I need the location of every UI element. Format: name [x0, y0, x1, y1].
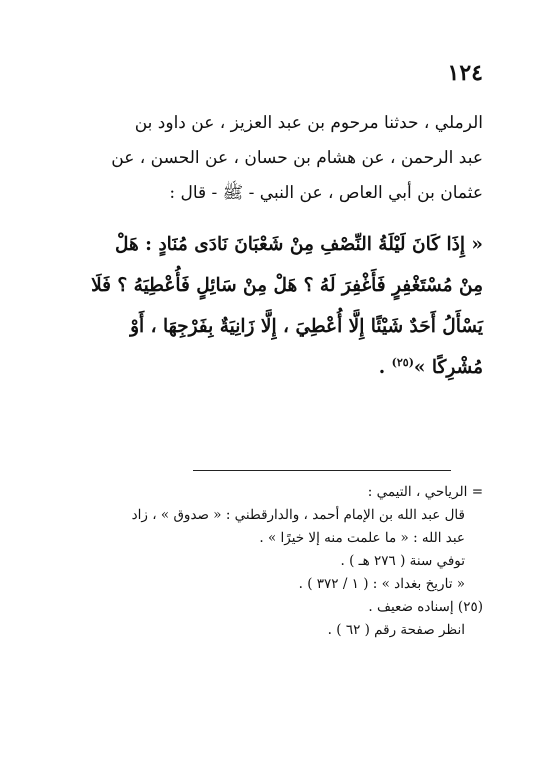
footnote-text: إسناده ضعيف . — [368, 599, 454, 615]
hadith-end-period: . — [378, 357, 392, 378]
narration-block — [40, 106, 483, 211]
footnote-line: قال عبد الله بن الإمام أحمد ، والدارقطني : « صدوق » ، زاد — [131, 507, 465, 523]
hadith-last-text: مُشْرِكًا » — [413, 357, 483, 378]
page-number: ١٢٤ — [447, 60, 483, 86]
footnote-25-line-2: انظر صفحة رقم ( ٦٢ ) . — [327, 622, 465, 638]
footnotes-block — [90, 481, 483, 642]
narration-line-3: عثمان بن أبي العاص ، عن النبي - ﷺ - قال : — [169, 183, 483, 203]
hadith-line-1: « إِذَا كَانَ لَيْلَةُ النِّصْفِ مِنْ شَعْبَانَ نَادَى مُنَادٍ : هَلْ — [114, 234, 483, 255]
continuation-marker: = — [471, 484, 483, 500]
footnote-number-25: (٢٥) — [457, 599, 483, 615]
footnote-divider — [193, 470, 451, 471]
footnote-line: « تاريخ بغداد » : ( ١ / ٣٧٢ ) . — [298, 576, 465, 592]
footnote-continuation-line — [90, 481, 483, 504]
footnote-line: عبد الله : « ما علمت منه إلا خيرًا » . — [259, 530, 465, 546]
hadith-line-2: مِنْ مُسْتَغْفِرٍ فَأَغْفِرَ لَهُ ؟ هَلْ مِنْ سَائِلٍ فَأُعْطِيَهُ ؟ فَلَا — [91, 275, 483, 296]
footnote-25-line-1 — [90, 596, 483, 619]
footnote-text: الرياحي ، التيمي : — [367, 484, 468, 500]
hadith-line-4 — [40, 347, 483, 388]
narration-line-2: عبد الرحمن ، عن هشام بن حسان ، عن الحسن ، عن — [111, 148, 483, 168]
hadith-block — [40, 224, 483, 388]
narration-line-1: الرملي ، حدثنا مرحوم بن عبد العزيز ، عن داود بن — [134, 113, 483, 133]
footnote-reference-25: (٢٥) — [391, 355, 414, 369]
footnote-line: توفي سنة ( ٢٧٦ هـ ) . — [340, 553, 465, 569]
hadith-line-3: يَسْأَلُ أَحَدٌ شَيْئًا إِلَّا أُعْطِيَ ، إِلَّا زَانِيَةٌ بِفَرْجِهَا ، أَوْ — [130, 316, 483, 337]
